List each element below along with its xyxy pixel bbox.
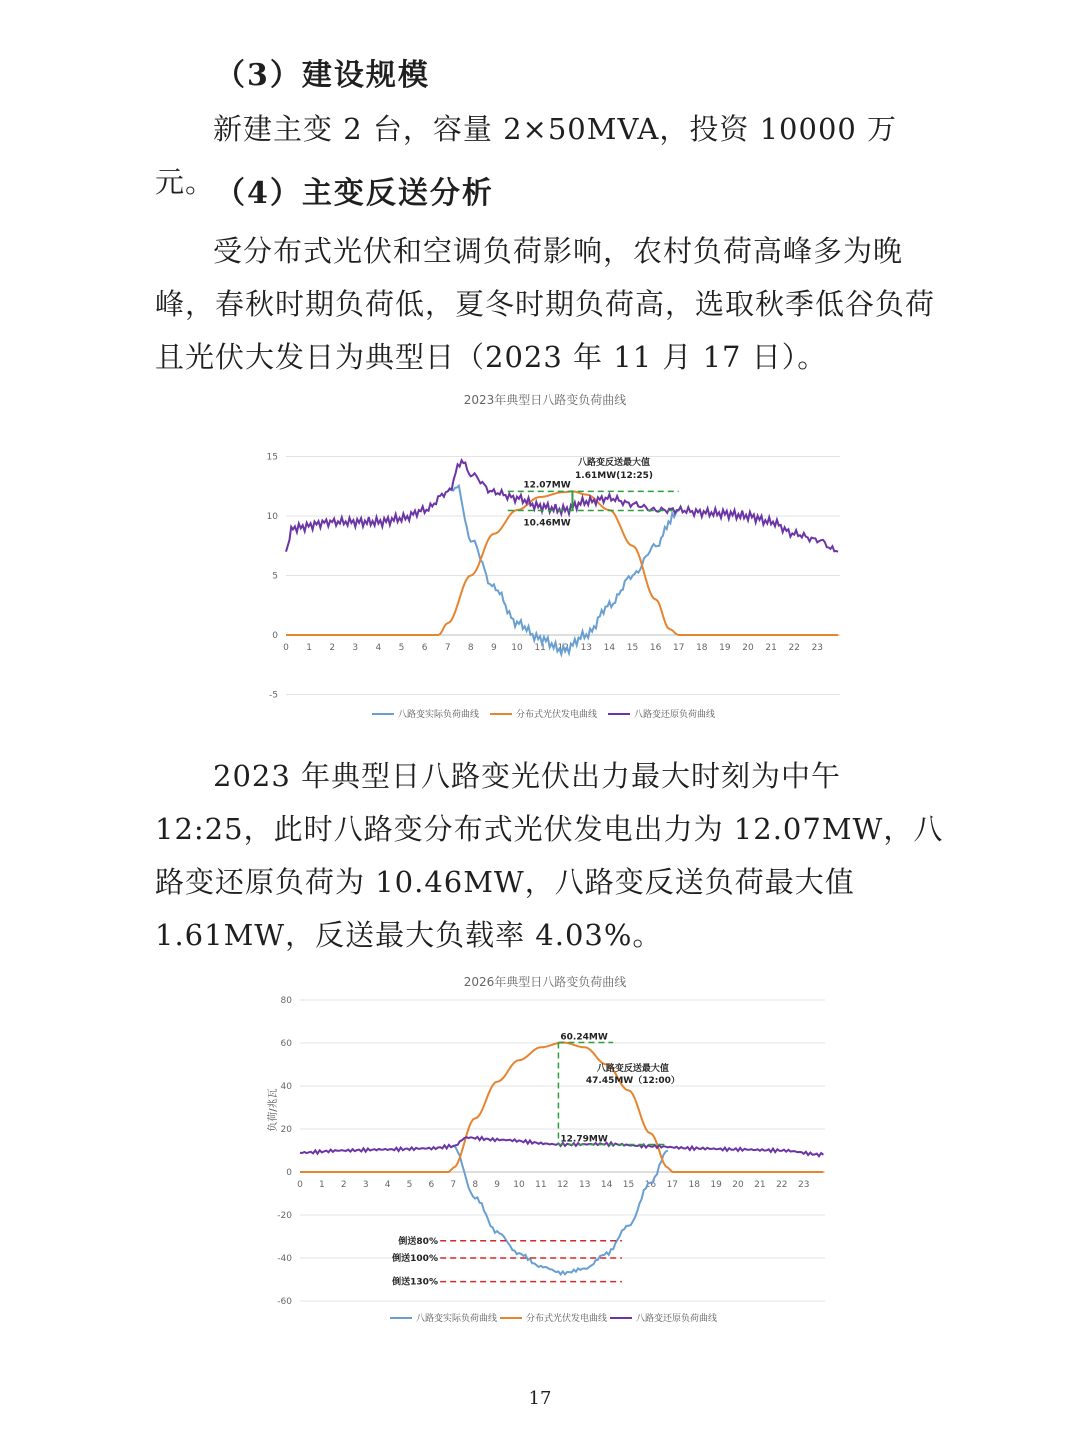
- annotation-value: 12.07MW: [523, 480, 571, 491]
- x-tick-label: 19: [710, 1180, 722, 1190]
- x-tick-label: 15: [626, 643, 639, 653]
- x-tick-label: 19: [719, 643, 731, 653]
- x-tick-label: 23: [811, 643, 824, 653]
- x-tick-label: 9: [491, 643, 497, 653]
- x-tick-label: 21: [765, 643, 777, 653]
- x-tick-label: 6: [428, 1180, 435, 1190]
- annotation-label: 八路变反送最大值: [578, 457, 651, 468]
- x-tick-label: 10: [513, 1180, 525, 1190]
- x-tick-label: 12: [557, 1180, 569, 1190]
- chart-title: 2023年典型日八路变负荷曲线: [463, 393, 627, 407]
- reverse-threshold-label: 倒送100%: [392, 1254, 438, 1264]
- x-tick-label: 7: [450, 1180, 457, 1190]
- x-tick-label: 18: [688, 1180, 700, 1190]
- y-tick-label: 20: [280, 1125, 292, 1135]
- legend-entry: 分布式光伏发电曲线: [526, 1314, 608, 1324]
- x-tick-label: 8: [472, 1180, 479, 1190]
- x-tick-label: 16: [644, 1180, 657, 1190]
- x-tick-label: 7: [444, 643, 451, 653]
- legend-entry: 八路变实际负荷曲线: [398, 710, 480, 720]
- x-tick-label: 4: [384, 1180, 391, 1190]
- x-tick-label: 20: [742, 643, 754, 653]
- reverse-threshold-label: 倒送80%: [398, 1236, 438, 1247]
- y-tick-label: -20: [277, 1211, 292, 1221]
- x-tick-label: 3: [362, 1180, 369, 1190]
- heading-reverse-analysis: （4）主变反送分析: [215, 176, 494, 211]
- y-tick-label: -60: [277, 1297, 292, 1307]
- x-tick-label: 15: [622, 1180, 635, 1190]
- chart-title: 2026年典型日八路变负荷曲线: [463, 975, 627, 989]
- x-tick-label: 22: [776, 1180, 788, 1190]
- y-tick-label: 0: [286, 1168, 292, 1178]
- y-tick-label: 10: [266, 512, 278, 522]
- y-tick-label: 80: [280, 996, 292, 1006]
- chart-2023: [0, 380, 1080, 730]
- x-tick-label: 22: [788, 643, 800, 653]
- x-tick-label: 18: [696, 643, 708, 653]
- x-tick-label: 4: [375, 643, 382, 653]
- chart-2026: [0, 960, 1080, 1340]
- x-tick-label: 8: [467, 643, 474, 653]
- paragraph-2023-result: 2023 年典型日八路变光伏出力最大时刻为中午 12:25，此时八路变分布式光伏发电出力为 12.07MW，八路变还原负荷为 10.46MW，八路变反送负荷最大值 1.61MW，反送最大负载率 4.03%。: [155, 759, 944, 952]
- annotation-sub: 1.61MW(12:25): [575, 470, 654, 481]
- x-tick-label: 9: [494, 1180, 500, 1190]
- annotation-label: 八路变反送最大值: [596, 1063, 669, 1074]
- y-tick-label: -40: [277, 1254, 292, 1264]
- annotation-sub: 47.45MW（12:00）: [585, 1075, 680, 1086]
- heading-construction-scale: （3）建设规模: [215, 58, 430, 93]
- x-tick-label: 20: [732, 1180, 744, 1190]
- y-tick-label: 15: [266, 452, 278, 463]
- x-tick-label: 1: [306, 643, 312, 653]
- x-tick-label: 17: [672, 643, 685, 653]
- y-tick-label: 0: [272, 631, 278, 641]
- x-tick-label: 23: [797, 1180, 810, 1190]
- x-tick-label: 16: [649, 643, 662, 653]
- x-tick-label: 5: [398, 643, 405, 653]
- x-tick-label: 3: [352, 643, 359, 653]
- annotation-value: 10.46MW: [523, 518, 571, 529]
- paragraph-intro: 受分布式光伏和空调负荷影响，农村负荷高峰多为晚峰，春秋时期负荷低，夏冬时期负荷高，选取秋季低谷负荷且光伏大发日为典型日（2023 年 11 月 17 日）。: [155, 234, 936, 374]
- x-tick-label: 21: [754, 1180, 766, 1190]
- y-tick-label: 60: [280, 1039, 292, 1049]
- x-tick-label: 11: [534, 643, 546, 653]
- y-tick-label: 40: [280, 1082, 292, 1092]
- x-tick-label: 10: [511, 643, 523, 653]
- x-tick-label: 2: [329, 643, 336, 653]
- x-tick-label: 0: [297, 1180, 303, 1190]
- x-tick-label: 12: [557, 643, 569, 653]
- paragraph-scale: 新建主变 2 台，容量 2×50MVA，投资 10000 万元。: [155, 112, 898, 199]
- x-tick-label: 11: [535, 1180, 547, 1190]
- x-tick-label: 14: [600, 1180, 613, 1190]
- x-tick-label: 2: [340, 1180, 347, 1190]
- legend-entry: 八路变还原负荷曲线: [636, 1314, 718, 1324]
- series-line-1: [300, 1043, 823, 1173]
- legend-entry: 八路变还原负荷曲线: [634, 710, 716, 720]
- annotation-value: 12.79MW: [560, 1134, 608, 1145]
- x-tick-label: 0: [283, 643, 289, 653]
- series-line-0: [453, 1146, 668, 1275]
- x-tick-label: 13: [578, 1180, 591, 1190]
- y-axis-label: 负荷/兆瓦: [268, 1088, 279, 1132]
- series-line-2: [286, 460, 838, 551]
- x-tick-label: 5: [406, 1180, 413, 1190]
- x-tick-label: 6: [421, 643, 428, 653]
- x-tick-label: 14: [603, 643, 616, 653]
- y-tick-label: -5: [269, 690, 278, 701]
- legend-entry: 八路变实际负荷曲线: [416, 1314, 498, 1324]
- reverse-threshold-label: 倒送130%: [392, 1277, 438, 1288]
- legend-entry: 分布式光伏发电曲线: [516, 710, 598, 720]
- x-tick-label: 17: [666, 1180, 679, 1190]
- x-tick-label: 1: [319, 1180, 325, 1190]
- y-tick-label: 5: [272, 571, 278, 582]
- annotation-value: 60.24MW: [560, 1032, 608, 1043]
- page-number: 17: [528, 1388, 552, 1409]
- x-tick-label: 13: [580, 643, 593, 653]
